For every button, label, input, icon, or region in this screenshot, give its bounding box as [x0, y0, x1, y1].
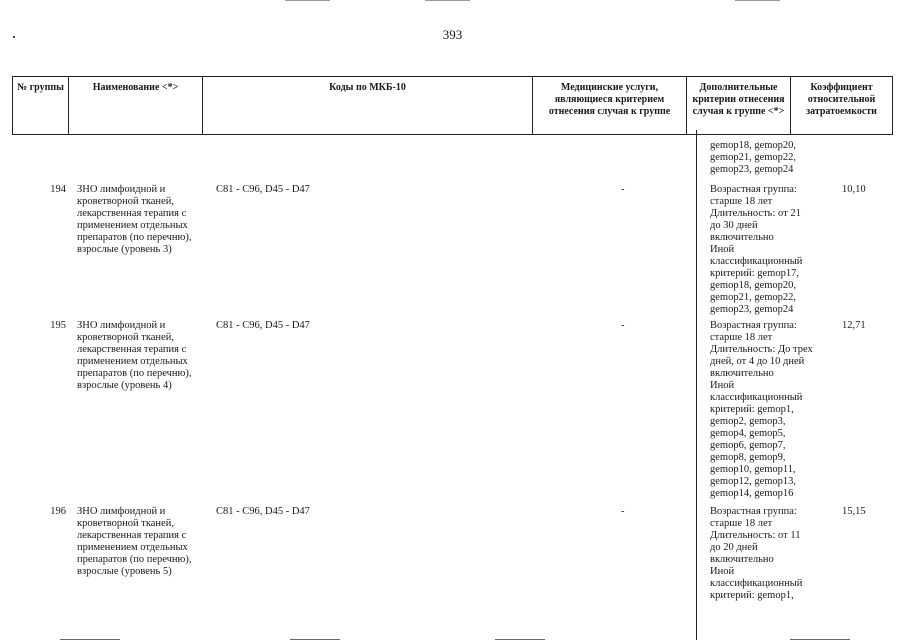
coefficient: 10,10 — [842, 184, 866, 195]
header-name: Наименование <*> — [69, 77, 203, 135]
group-name: ЗНО лимфоидной и кроветворной тканей, лекарственная терапия с применением отдельных препаратов (по перечню), взрослые (уровень 4) — [77, 320, 192, 391]
medical-services: - — [621, 184, 625, 195]
additional-criteria: Возрастная группа: старше 18 лет Длительность: До трех дней, от 4 до 10 дней включительно Иной классификационный критерий: gemop1, gemop2, gemop3, gemop4, gemop5, gemop6, gemop7, gemop8, gemop9, gemop10, gemop11, gemop12, gemop13, gemop14, gemop16 — [710, 320, 813, 499]
icd-codes: C81 - C96, D45 - D47 — [216, 184, 310, 195]
group-name: ЗНО лимфоидной и кроветворной тканей, лекарственная терапия с применением отдельных препаратов (по перечню), взрослые (уровень 3) — [77, 184, 192, 255]
page-number: 393 — [442, 27, 463, 42]
group-number: 196 — [50, 506, 66, 517]
group-number: 195 — [50, 320, 66, 331]
additional-criteria: Возрастная группа: старше 18 лет Длительность: от 11 до 20 дней включительно Иной классификационный критерий: gemop1, — [710, 506, 803, 601]
header-icd-codes: Коды по МКБ-10 — [203, 77, 533, 135]
icd-codes: C81 - C96, D45 - D47 — [216, 320, 310, 331]
icd-codes: C81 - C96, D45 - D47 — [216, 506, 310, 517]
medical-services: - — [621, 506, 625, 517]
group-name: ЗНО лимфоидной и кроветворной тканей, лекарственная терапия с применением отдельных препаратов (по перечню), взрослые (уровень 5) — [77, 506, 192, 577]
table-body — [12, 130, 892, 640]
coefficient: 15,15 — [842, 506, 866, 517]
column-divider — [696, 130, 697, 640]
scan-mark-top — [285, 0, 330, 1]
medical-services: - — [621, 320, 625, 331]
scan-mark-top — [735, 0, 780, 1]
header-table — [12, 76, 893, 135]
scan-mark-top — [425, 0, 470, 1]
continuation-criteria: gemop18, gemop20, gemop21, gemop22, gemop23, gemop24 — [710, 140, 797, 175]
additional-criteria: Возрастная группа: старше 18 лет Длительность: от 21 до 30 дней включительно Иной классификационный критерий: gemop17, gemop18, gemop20, gemop21, gemop22, gemop23, gemop24 — [710, 184, 803, 315]
coefficient: 12,71 — [842, 320, 866, 331]
header-coefficient: Коэффициент относительной затратоемкости — [791, 77, 893, 135]
header-group-number: № группы — [13, 77, 69, 135]
header-additional-criteria: Дополнительные критерии отнесения случая к группе <*> — [687, 77, 791, 135]
header-medical-services: Медицинские услуги, являющиеся критерием отнесения случая к группе — [533, 77, 687, 135]
group-number: 194 — [50, 184, 66, 195]
table-header-row — [13, 77, 893, 135]
